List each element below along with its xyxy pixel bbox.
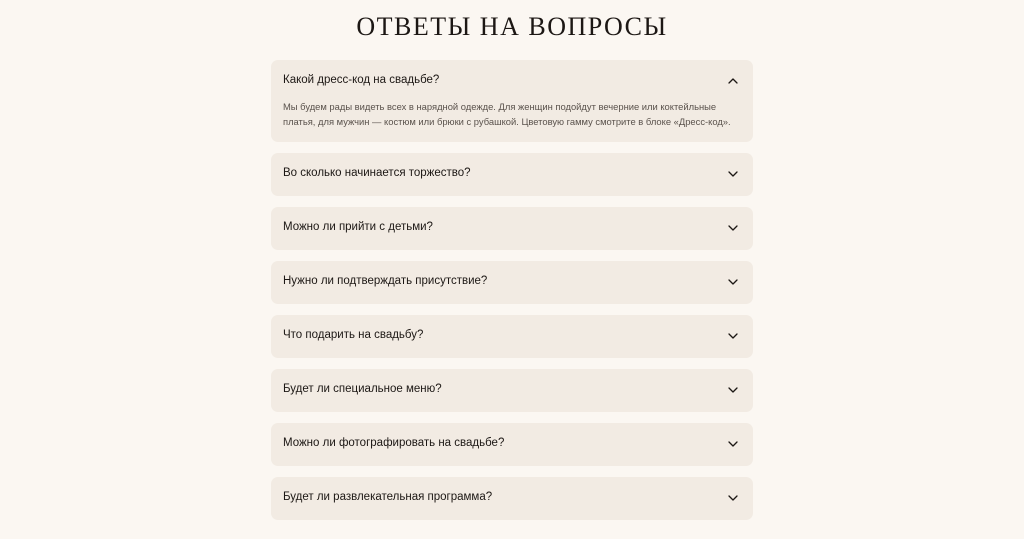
chevron-down-icon[interactable] bbox=[727, 492, 739, 504]
faq-question[interactable]: Можно ли фотографировать на свадьбе? bbox=[283, 437, 505, 449]
chevron-down-icon[interactable] bbox=[727, 168, 739, 180]
faq-list bbox=[271, 60, 753, 531]
chevron-down-icon[interactable] bbox=[727, 276, 739, 288]
faq-item-special-menu[interactable] bbox=[271, 369, 753, 412]
faq-question[interactable]: Какой дресс-код на свадьбе? bbox=[283, 74, 440, 86]
faq-item-entertainment[interactable] bbox=[271, 477, 753, 520]
faq-question[interactable]: Нужно ли подтверждать присутствие? bbox=[283, 275, 488, 287]
faq-question[interactable]: Во сколько начинается торжество? bbox=[283, 167, 471, 179]
faq-item-dress-code[interactable] bbox=[271, 60, 753, 142]
faq-question[interactable]: Можно ли прийти с детьми? bbox=[283, 221, 433, 233]
faq-item-gift[interactable] bbox=[271, 315, 753, 358]
faq-item-start-time[interactable] bbox=[271, 153, 753, 196]
faq-question[interactable]: Будет ли развлекательная программа? bbox=[283, 491, 493, 503]
chevron-down-icon[interactable] bbox=[727, 330, 739, 342]
faq-item-children[interactable] bbox=[271, 207, 753, 250]
faq-answer: Мы будем рады видеть всех в нарядной одежде. Для женщин подойдут вечерние или коктейльные платья, для мужчин — костюм или брюки с рубашкой. Цветовую гамму смотрите в блоке «Дресс-код». bbox=[283, 101, 731, 127]
chevron-up-icon[interactable] bbox=[727, 75, 739, 87]
faq-question[interactable]: Будет ли специальное меню? bbox=[283, 383, 442, 395]
faq-item-photos[interactable] bbox=[271, 423, 753, 466]
chevron-down-icon[interactable] bbox=[727, 384, 739, 396]
faq-item-rsvp[interactable] bbox=[271, 261, 753, 304]
page-title: ОТВЕТЫ НА ВОПРОСЫ bbox=[356, 12, 668, 41]
chevron-down-icon[interactable] bbox=[727, 438, 739, 450]
chevron-down-icon[interactable] bbox=[727, 222, 739, 234]
faq-question[interactable]: Что подарить на свадьбу? bbox=[283, 329, 424, 341]
